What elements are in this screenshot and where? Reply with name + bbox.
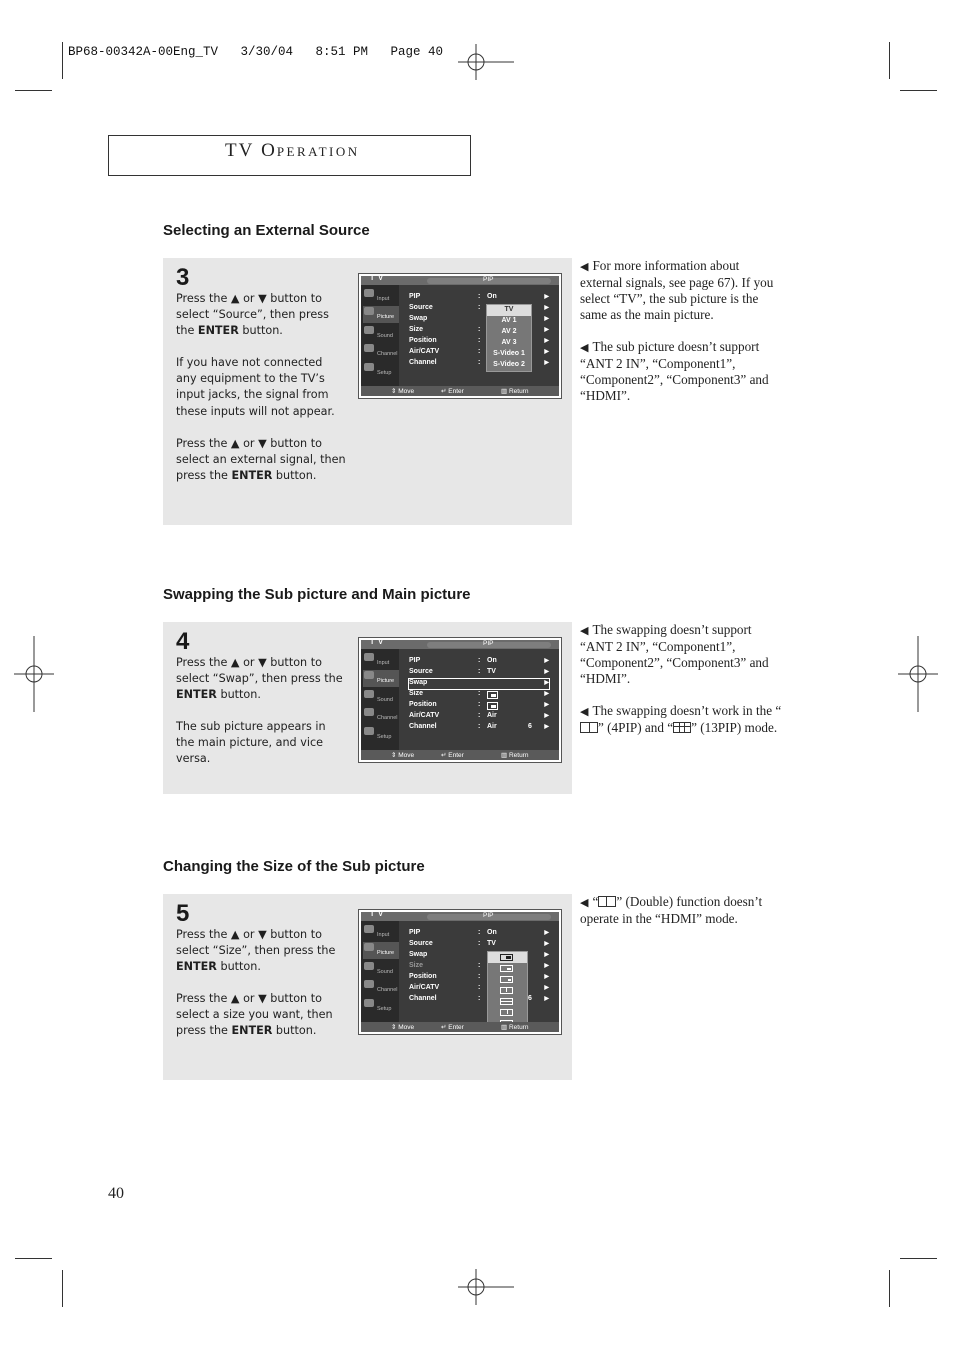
side-notes: ◀ For more information about external signals, see page 67). If you select “TV”, the sub picture is the same as the main picture. ◀ The sub picture doesn’t support “ANT 2 IN”, “Component1”, “Component2”, “Component3” and “HDMI”. [580,258,774,403]
double-icon [598,896,616,907]
position-icon [487,702,498,710]
section-heading: Swapping the Sub picture and Main picture [163,586,471,603]
file-header: BP68-00342A-00Eng_TV 3/30/04 8:51 PM Page 40 [68,45,444,59]
tv-menu-screenshot: T V PIP Input Picture Sound Channel Setup PIP : On ▶ Source : ▶ Swap ▶ Size : ▶ Position : ▶ Air/CATV : ▶ Channel : ▶ TV AV 1 AV 2 AV 3 S-Video 1 S-Video 2 ⇕ Move ↵ Enter ▥ Return [358,273,562,399]
osd-footer: ⇕ Move ↵ Enter ▥ Return [361,1022,559,1032]
osd-sidebar: Input Picture Sound Channel Setup [361,649,399,750]
4pip-icon [580,722,598,733]
registration-mark-icon [458,1269,514,1305]
osd-sidebar: Input Picture Sound Channel Setup [361,921,399,1022]
tv-menu-screenshot: T V PIP Input Picture Sound Channel Setup PIP : On ▶ Source : TV ▶ Swap ▶ Size : ▶ Position : ▶ Air/CATV : ▶ Channel : 6 ▶ ⇕ Move ↵ Enter ▥ Return [358,909,562,1035]
instruction-panel [163,258,572,525]
page-number: 40 [108,1185,124,1202]
chapter-title: TV OPERATION [225,140,360,161]
step-instructions: Press the ▲ or ▼ button to select “Size”, then press the ENTER button. Press the ▲ or ▼ button to select a size you want, then press the ENTER button. [176,928,336,1038]
size-icon [487,691,498,699]
13pip-icon [673,722,691,733]
step-number: 3 [176,264,190,291]
side-notes: ◀ The swapping doesn’t support “ANT 2 IN”, “Component1”, “Component2”, “Component3” and “HDMI”. ◀ The swapping doesn’t work in the “ ” (4PIP) and “ ” (13PIP) mode. [580,622,782,735]
size-small-icon [500,976,513,983]
chapter-title-box [108,135,471,176]
double-wide-icon [500,998,513,1005]
size-dropdown[interactable] [487,951,528,1030]
size-medium-icon [500,965,513,972]
crop-mark [15,90,52,91]
double-icon [500,987,513,994]
instruction-panel [163,622,572,794]
step-instructions: Press the ▲ or ▼ button to select “Source”, then press the ENTER button. If you have not connected any equipment to the TV’s input jacks, the signal from these inputs will not appear. Press the ▲ or ▼ button to select an external signal, then press the ENTER button. [176,292,346,482]
side-notes: ◀ “ ” (Double) function doesn’t operate in the “HDMI” mode. [580,894,763,926]
tv-menu-screenshot: T V PIP Input Picture Sound Channel Setup PIP : On ▶ Source : TV ▶ Swap ▶ Size : ▶ Position : ▶ Air/CATV : Air ▶ Channel : Air 6 ▶ ⇕ Move ↵ Enter ▥ Return [358,637,562,763]
registration-mark-icon [898,636,938,712]
instruction-panel [163,894,572,1080]
osd-sidebar: Input Picture Sound Channel Setup [361,285,399,386]
registration-mark-icon [14,636,54,712]
swap-row[interactable]: Swap ▶ [409,679,549,689]
section-heading: Changing the Size of the Sub picture [163,858,425,875]
crop-mark [900,90,937,91]
osd-footer: ⇕ Move ↵ Enter ▥ Return [361,750,559,760]
source-dropdown[interactable]: TV AV 1 AV 2 AV 3 S-Video 1 S-Video 2 [486,304,532,372]
crop-mark [900,1258,937,1259]
crop-mark [62,42,63,79]
size-large-icon [500,954,513,961]
crop-mark [889,1270,890,1307]
step-instructions: Press the ▲ or ▼ button to select “Swap”, then press the ENTER button. The sub picture appears in the main picture, and vice versa. [176,656,343,766]
step-number: 4 [176,628,190,655]
osd-footer: ⇕ Move ↵ Enter ▥ Return [361,386,559,396]
crop-mark [62,1270,63,1307]
registration-mark-icon [458,44,514,80]
crop-mark [889,42,890,79]
section-heading: Selecting an External Source [163,222,370,239]
4pip-icon [500,1009,513,1016]
crop-mark [15,1258,52,1259]
step-number: 5 [176,900,190,927]
